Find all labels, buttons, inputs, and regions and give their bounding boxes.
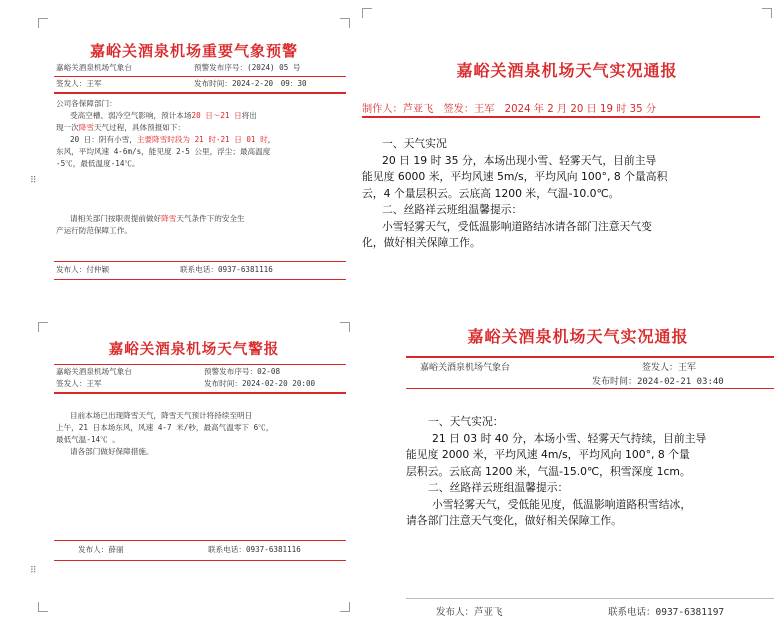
drag-handle-icon: ⠿	[30, 566, 36, 576]
body-line: 产运行防范保障工作。	[56, 226, 132, 235]
section-heading: 一、天气实况	[382, 137, 447, 150]
body-line: 云，4 个量层积云。云底高 1200 米，气温-10.0℃。	[362, 186, 620, 200]
report-meta: 制作人：芦亚飞 签发：王军 2024 年 2 月 20 日 19 时 35 分	[362, 104, 657, 115]
header-divider	[406, 388, 774, 389]
page-corner-mark	[38, 602, 48, 612]
alert-number: 预警发布序号：(2024) 05 号	[194, 63, 301, 72]
footer-divider	[54, 540, 346, 541]
section-heading: 一、天气实况：	[428, 415, 504, 428]
body-line: 20 日 19 时 35 分，本场出现小雪、轻雾天气，目前主导	[382, 153, 657, 167]
body-line: 目前本场已出现降雪天气，降雪天气预计将持续至明日	[70, 411, 253, 420]
header-divider	[362, 116, 760, 118]
section-heading: 二、丝路祥云班组温馨提示：	[382, 203, 523, 216]
page-corner-mark	[362, 8, 372, 18]
document-body	[56, 410, 348, 458]
body-line: 请相关部门按职责提前做好降雪天气条件下的安全生	[70, 214, 245, 223]
page-corner-mark	[38, 18, 48, 28]
body-line: 东风，平均风速 4-6m/s，能见度 2-5 公里，浮尘；最高温度	[56, 147, 271, 156]
highlight-text: 降雪	[78, 123, 94, 132]
important-weather-warning-document	[38, 18, 350, 290]
contact-phone: 联系电话：0937-6381116	[208, 545, 301, 554]
publisher: 发布人：薛丽	[78, 545, 124, 554]
header-divider	[406, 356, 774, 358]
issue-time: 发布时间：2024-02-20 20:00	[204, 379, 316, 388]
footer-divider	[406, 598, 774, 599]
body-line: 21 日 03 时 40 分，本场小雪、轻雾天气持续，目前主导	[432, 431, 707, 445]
body-line: 现一次降雪天气过程，具体预报如下：	[56, 123, 186, 132]
footer-divider	[54, 560, 346, 561]
publisher: 发布人：芦亚飞	[436, 607, 503, 618]
body-line: -5℃，最低温度-14℃。	[56, 159, 140, 168]
body-line: 上午，21 日本场东风，风速 4-7 米/秒，最高气温零下 6℃，	[56, 423, 274, 432]
footer-divider	[54, 261, 346, 262]
signer: 签发人：王军	[642, 363, 697, 373]
body-line: 受高空槽、弱冷空气影响，预计本场20 日～21 日将出	[70, 111, 257, 120]
section-heading: 二、丝路祥云班组温馨提示：	[428, 481, 569, 494]
body-line: 能见度 6000 米，平均风速 5m/s，平均风向 100°, 8 个量高积	[362, 170, 668, 183]
issue-time: 发布时间：2024-02-21 03:40	[592, 377, 724, 387]
highlight-text: 主要降雪时段为 21 时-21 日 01 时	[136, 135, 268, 144]
alert-number: 预警发布序号：02-08	[204, 367, 281, 376]
body-line: 层积云。云底高 1200 米，气温-15.0℃，积雪深度 1cm。	[406, 464, 691, 478]
drag-handle-icon: ⠿	[30, 176, 36, 186]
issuer-unit: 嘉峪关酒泉机场气象台	[56, 367, 132, 376]
publisher: 发布人：付仲颖	[56, 265, 110, 274]
body-line: 小雪轻雾天气，受低能见度，低温影响道路积雪结冰，	[432, 497, 692, 511]
issuer-unit: 嘉峪关酒泉机场气象台	[56, 63, 132, 72]
footer-divider	[54, 279, 346, 280]
body-line: 化，做好相关保障工作。	[362, 236, 481, 249]
body-line: 请各部门做好保障措施。	[70, 447, 154, 456]
document-body	[56, 98, 346, 170]
document-title: 嘉峪关酒泉机场重要气象预警	[89, 42, 298, 60]
header-divider	[54, 392, 346, 394]
signer: 签发人：王军	[56, 79, 102, 88]
page-corner-mark	[38, 322, 48, 332]
body-line: 请各部门注意天气变化，做好相关保障工作。	[406, 514, 622, 527]
weather-report-document	[380, 318, 776, 620]
document-closing	[56, 213, 346, 237]
header-divider	[54, 364, 346, 365]
header-divider	[54, 92, 346, 94]
body-line: 能见度 2000 米，平均风速 4m/s，平均风向 100°, 8 个量	[406, 448, 690, 461]
page-corner-mark	[340, 322, 350, 332]
signer: 签发人：王军	[56, 379, 102, 388]
body-line: 20 日：阴有小雪，主要降雪时段为 21 时-21 日 01 时，	[70, 135, 276, 144]
highlight-text: 降雪	[161, 214, 177, 223]
contact-phone: 联系电话：0937-6381116	[180, 265, 273, 274]
header-divider	[54, 76, 346, 77]
document-body	[362, 136, 762, 252]
page-corner-mark	[340, 602, 350, 612]
weather-report-document	[362, 8, 772, 288]
page-corner-mark	[340, 18, 350, 28]
document-title: 嘉峪关酒泉机场天气实况通报	[467, 327, 689, 346]
document-body	[406, 414, 776, 530]
contact-phone: 联系电话：0937-6381197	[608, 607, 725, 618]
page-corner-mark	[762, 8, 772, 18]
body-line: 小雪轻雾天气，受低温影响道路结冰请各部门注意天气变	[382, 219, 652, 233]
issuer-unit: 嘉峪关酒泉机场气象台	[420, 363, 511, 373]
weather-alert-document	[38, 322, 350, 612]
greeting: 公司各保障部门：	[56, 99, 117, 108]
document-title: 嘉峪关酒泉机场天气警报	[108, 341, 280, 358]
document-title: 嘉峪关酒泉机场天气实况通报	[456, 61, 678, 80]
highlight-text: 20 日～21 日	[191, 111, 242, 120]
body-line: 最低气温-14℃ 。	[56, 435, 120, 444]
issue-time: 发布时间：2024-2-20 09：30	[194, 79, 307, 88]
